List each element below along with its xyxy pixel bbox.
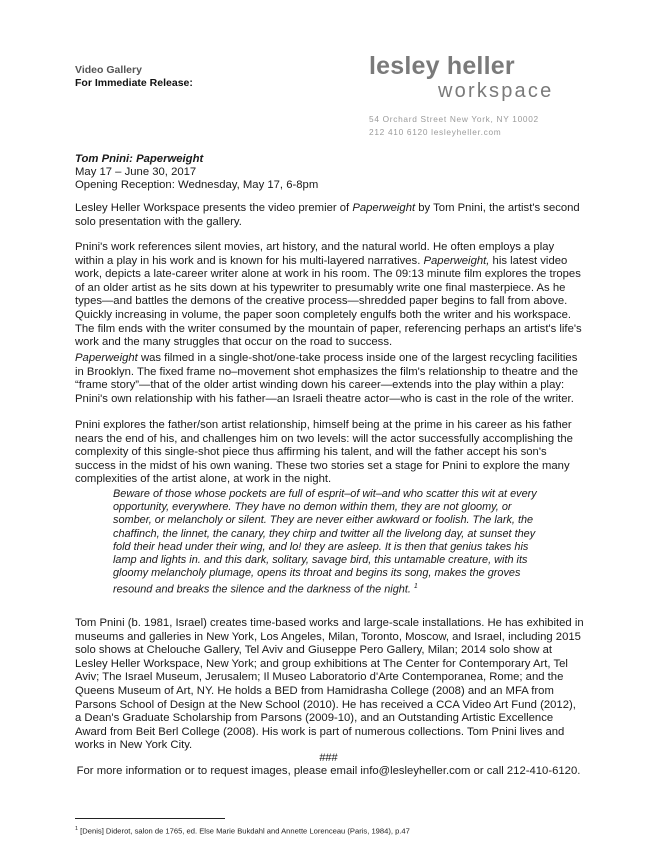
description-paragraph: Pnini's work references silent movies, art history, and the natural world. He often employs a play within a play in his work and is known for his multi-layered narratives. Paperweight, his latest video work, depicts a late-career writer alone at work in his room. The 09:13 minute film explores the tropes of an older artist as he sits down at his typewriter to presumably write one final masterpiece. As he types—and battles the demons of the creative process—shredded paper begins to fall from above. Quickly increasing in volume, the paper soon completely engulfs both the writer and his workspace. The film ends with the writer consumed by the mountain of paper, referencing perhaps an artist's life's work and the many struggles that occur on the road to success. (75, 241, 582, 349)
logo-name: lesley heller (369, 52, 515, 80)
logo-address: 54 Orchard Street New York, NY 10002 (369, 114, 539, 124)
intro-paragraph: Lesley Heller Workspace presents the video premier of Paperweight by Tom Pnini, the artist's second solo presentation with the gallery. (75, 202, 580, 228)
end-mark: ### (319, 752, 338, 764)
block-quote: Beware of those whose pockets are full of esprit–of wit–and who scatter this wit at every opportunity, everywhere. They have no demon within them, they are not gloomy, or somber, or melancholy or silent. They are never either awkward or foolish. The lark, the chaffinch, the linnet, the canary, they chirp and twitter all the livelong day, at sunset they fold their head under their wing, and lo! they are asleep. It is then that genius takes his lamp and lights in. and this dark, solitary, savage bird, this untamable creature, with its gloomy melancholy plumage, opens its throat and begins its song, makes the groves resound and breaks the silence and the darkness of the night. $^1$ (113, 488, 537, 597)
footnote-divider (75, 818, 225, 819)
footnote-ref: 1 (413, 583, 418, 591)
process-paragraph: Paperweight was filmed in a single-shot/one-take process inside one of the largest recycling facilities in Brooklyn. The fixed frame no–movement shot emphasizes the film's relationship to theatre and the “frame story”—that of the older artist winding down his career—extends into the play within a play: Pnini's own relationship with his father—an Israeli theatre actor—who is cast in the role of the writer. (75, 352, 579, 405)
header-label: Video Gallery (75, 64, 142, 76)
show-title: Tom Pnini: Paperweight (75, 153, 204, 165)
logo-contact: 212 410 6120 lesleyheller.com (369, 127, 502, 137)
artist-bio-paragraph: Tom Pnini (b. 1981, Israel) creates time-based works and large-scale installations. He has exhibited in museums and galleries in New York, Los Angeles, Milan, Toronto, Moscow, and Israel, including 2015 solo shows at Chelouche Gallery, Tel Aviv and Giuseppe Pero Gallery, Milan; 2014 solo show at Lesley Heller Workspace, New York; and group exhibitions at The Center for Contemporary Art, Tel Aviv; The Israel Museum, Jerusalem; Il Museo Laboratorio d'Arte Contemporanea, Rome; and the Queens Museum of Art, NY. He holds a BED from Hamidrasha College (2008) and an MFA from Parsons School of Design at the New School (2010). He has received a CCA Video Art Fund (2012), a Dean's Graduate Scholarship from Parsons (2009-10), and an Outstanding Artistic Excellence Award from Beit Berl College (2008). His work is part of numerous collections. Tom Pnini lives and works in New York City. (75, 617, 584, 752)
footnote: $^1$ [Denis] Diderot, salon de 1765, ed. Else Marie Bukdahl and Annette Lorenceau (Paris, 1984), p.47 (75, 826, 410, 836)
logo-subtitle: workspace (438, 80, 554, 102)
show-reception: Opening Reception: Wednesday, May 17, 6-8pm (75, 179, 319, 191)
work-title: Paperweight, (423, 254, 490, 267)
footnote-number: 1 (75, 826, 79, 832)
contact-line: For more information or to request images, please email info@lesleyheller.com or call 212-410-6120. (76, 765, 581, 777)
work-title: Paperweight (352, 202, 416, 214)
show-dates: May 17 – June 30, 2017 (75, 166, 197, 178)
work-title: Paperweight (75, 352, 138, 364)
themes-paragraph: Pnini explores the father/son artist relationship, himself being at the prime in his career as his father nears the end of his, and challenges him on two levels: will the actor successfully accomplishing the complexity of this single-shot piece thus affirming his talent, and will the father accept his son's success in the midst of his own waning. These two stories set a stage for Pnini to explore the many complexities of the artist alone, at work in the night. (75, 419, 573, 486)
release-label: For Immediate Release: (75, 77, 193, 89)
